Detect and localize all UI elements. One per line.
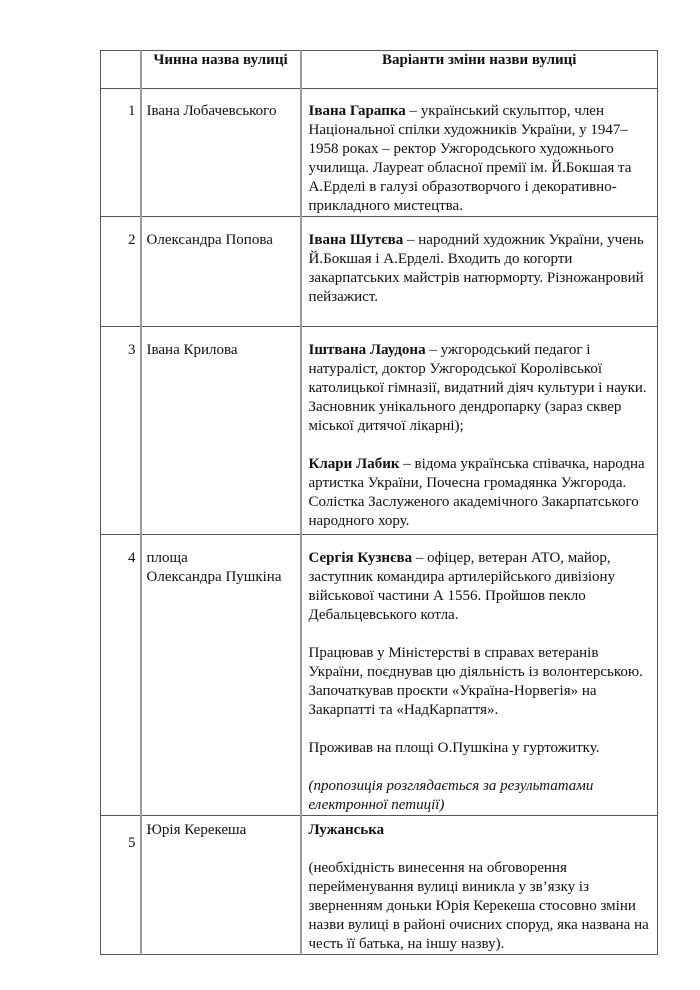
proposed-name: Івана Гарапка xyxy=(308,103,406,119)
table-header-row xyxy=(101,51,658,89)
row-number: 3 xyxy=(101,327,141,535)
table-row xyxy=(101,816,658,955)
variant-paragraph xyxy=(309,821,654,840)
petition-note: (пропозиція розглядається за результатами електронної петиції) xyxy=(308,778,594,813)
street-renaming-table xyxy=(100,50,658,955)
variant-paragraph xyxy=(309,549,654,625)
row-number: 4 xyxy=(101,535,141,816)
current-street-name xyxy=(141,816,301,955)
current-street-name xyxy=(141,535,301,816)
explanation-paragraph: (необхідність винесення на обговорення перейменування вулиці виникла у зв’язку із зверненням доньки Юрія Керекеша стосовно зміни назви вулиці в районі очисних споруд, яка названа на честь її батька, на іншу назву). xyxy=(308,860,649,952)
current-street-name xyxy=(141,327,301,535)
row-number: 2 xyxy=(101,217,141,327)
rename-variants xyxy=(301,816,658,955)
header-variants: Варіанти зміни назви вулиці xyxy=(301,51,658,89)
row-number: 5 xyxy=(101,816,141,955)
current-street-name xyxy=(141,217,301,327)
current-street-name-line: площа xyxy=(146,550,188,566)
variant-paragraph xyxy=(309,231,654,307)
proposed-name: Клари Лабик xyxy=(308,456,400,472)
rename-variants xyxy=(301,89,658,217)
proposed-name-description: – український скульптор, член Національної спілки художників України, у 1947–1958 роках – ректор Ужгородського художнього училища. Лауреат обласної премії ім. Й.Бокшая та А.Ерделі в галузі образотворчого і декоративно-прикладного мистецтва. xyxy=(308,103,632,214)
variant-paragraph xyxy=(309,341,654,436)
biography-paragraph: Проживав на площі О.Пушкіна у гуртожитку. xyxy=(308,740,600,756)
current-street-name xyxy=(141,89,301,217)
rename-variants xyxy=(301,327,658,535)
proposed-name: Івана Шутєва xyxy=(308,232,404,248)
header-current-name: Чинна назва вулиці xyxy=(141,51,301,89)
row-number: 1 xyxy=(101,89,141,217)
proposed-name-description: – ужгородський педагог і натураліст, доктор Ужгородської Королівської католицької гімназії, видатний діяч культури і науки. Засновник унікального дендропарку (зараз сквер міської дитячої лікарні); xyxy=(308,342,647,434)
current-street-name-line: Олександра Попова xyxy=(146,232,273,248)
variant-paragraph xyxy=(309,102,654,216)
header-number xyxy=(101,51,141,89)
proposed-name-description: – офіцер, ветеран АТО, майор, заступник командира артилерійського дивізіону військової частини А 1556. Пройшов пекло Дебальцевського котла. xyxy=(308,550,616,623)
current-street-name-line: Івана Крилова xyxy=(146,342,238,358)
proposed-name-description: – народний художник України, учень Й.Бокшая і А.Ерделі. Входить до когорти закарпатських майстрів натюрморту. Різножанровий пейзажист. xyxy=(308,232,644,305)
proposed-name: Лужанська xyxy=(308,822,385,838)
proposed-name: Іштвана Лаудона xyxy=(308,342,426,358)
table-row xyxy=(101,535,658,816)
current-street-name-line: Юрія Керекеша xyxy=(146,822,247,838)
rename-variants xyxy=(301,217,658,327)
table-row xyxy=(101,89,658,217)
current-street-name-line: Івана Лобачевського xyxy=(146,103,277,119)
current-street-name-line: Олександра Пушкіна xyxy=(146,569,282,585)
table-row xyxy=(101,327,658,535)
proposed-name-description: – відома українська співачка, народна артистка України, Почесна громадянка Ужгорода. Солістка Заслуженого академічного Закарпатського народного хору. xyxy=(308,456,645,529)
rename-variants xyxy=(301,535,658,816)
biography-paragraph: Працював у Міністерстві в справах ветеранів України, поєднував цю діяльність із волонтерською. Започаткував проєкти «Україна-Норвегія» на Закарпатті та «НадКарпаття». xyxy=(308,645,643,718)
variant-paragraph xyxy=(309,455,654,531)
proposed-name: Сергія Кузнєва xyxy=(308,550,413,566)
table-row xyxy=(101,217,658,327)
